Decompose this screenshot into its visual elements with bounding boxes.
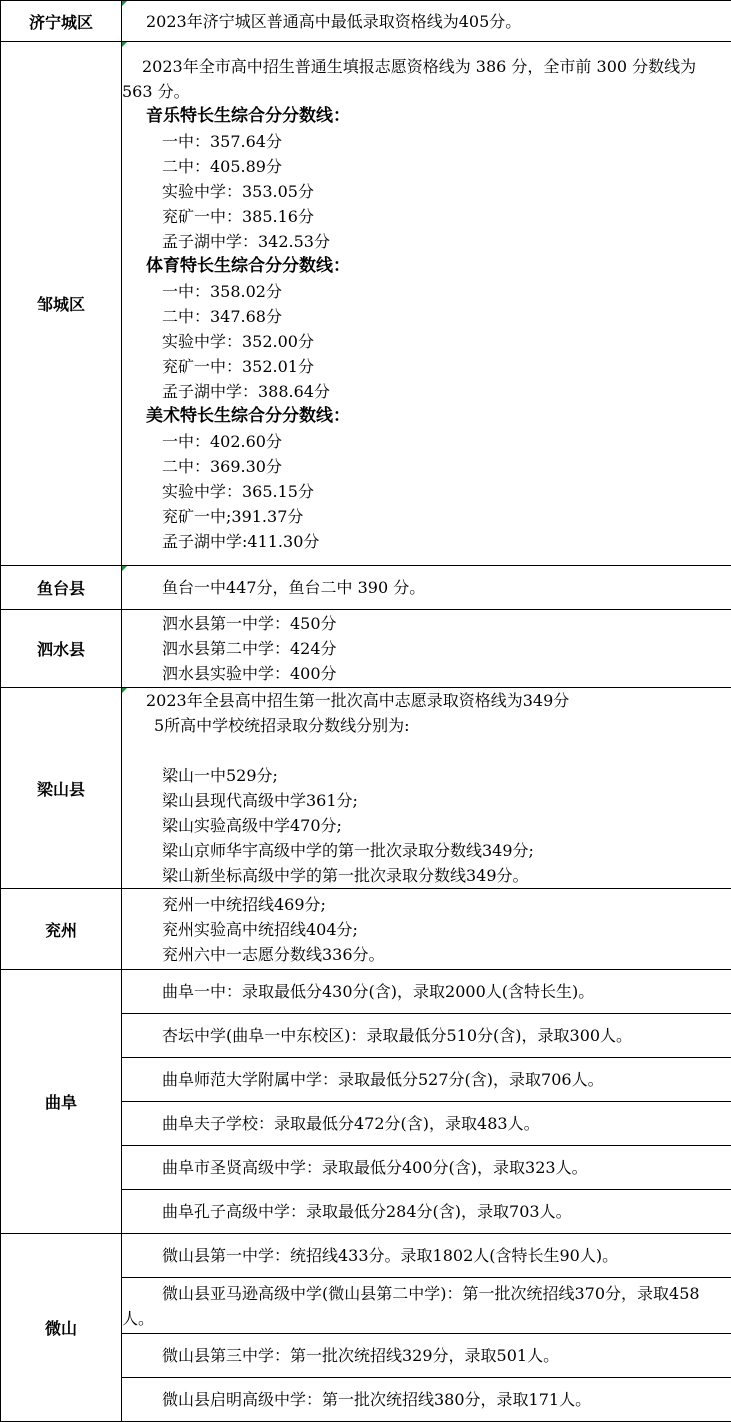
content-weishan bbox=[122, 1234, 731, 1278]
zoucheng-sports-item: 二中：347.68分 bbox=[122, 304, 731, 329]
content-zoucheng bbox=[122, 42, 731, 566]
content-weishan bbox=[122, 1278, 731, 1334]
weishan-item: 微山县第一中学：统招线433分。录取1802人(含特长生90人)。 bbox=[122, 1243, 731, 1268]
qufu-item: 曲阜孔子高级中学：录取最低分284分(含)，录取703人。 bbox=[122, 1199, 731, 1224]
content-weishan bbox=[122, 1334, 731, 1378]
content-qufu bbox=[122, 1190, 731, 1234]
liangshan-item: 梁山新坐标高级中学的第一批次录取分数线349分。 bbox=[122, 863, 731, 888]
zoucheng-sports-item: 孟子湖中学：388.64分 bbox=[122, 379, 731, 404]
content-qufu bbox=[122, 1102, 731, 1146]
zoucheng-music-item: 孟子湖中学：342.53分 bbox=[122, 229, 731, 254]
content-weishan bbox=[122, 1378, 731, 1422]
region-qufu: 曲阜 bbox=[1, 970, 122, 1234]
zoucheng-art-title: 美术特长生综合分分数线： bbox=[122, 404, 731, 429]
table-row-zoucheng bbox=[1, 42, 731, 566]
content-qufu bbox=[122, 970, 731, 1014]
qufu-item: 曲阜一中：录取最低分430分(含)，录取2000人(含特长生)。 bbox=[122, 979, 731, 1004]
zoucheng-sports-item: 实验中学：352.00分 bbox=[122, 329, 731, 354]
zoucheng-intro: 2023年全市高中招生普通生填报志愿资格线为 386 分，全市前 300 分数线为 563 分。 bbox=[122, 54, 731, 104]
liangshan-item: 梁山京师华宇高级中学的第一批次录取分数线349分; bbox=[122, 838, 731, 863]
region-zoucheng: 邹城区 bbox=[1, 42, 122, 566]
yanzhou-item: 兖州六中一志愿分数线336分。 bbox=[122, 942, 731, 967]
qufu-item: 曲阜夫子学校：录取最低分472分(含)，录取483人。 bbox=[122, 1111, 731, 1136]
content-jining bbox=[122, 1, 731, 42]
zoucheng-music-item: 兖矿一中：385.16分 bbox=[122, 204, 731, 229]
qufu-item: 杏坛中学(曲阜一中东校区)：录取最低分510分(含)，录取300人。 bbox=[122, 1023, 731, 1048]
table-row-sishui bbox=[1, 610, 731, 688]
zoucheng-music-title: 音乐特长生综合分分数线： bbox=[122, 104, 731, 129]
table-row-yanzhou bbox=[1, 889, 731, 970]
zoucheng-music-item: 二中：405.89分 bbox=[122, 154, 731, 179]
jining-text: 2023年济宁城区普通高中最低录取资格线为405分。 bbox=[122, 9, 731, 34]
table-row-jining bbox=[1, 1, 731, 42]
table-row-qufu bbox=[1, 970, 731, 1014]
yutai-text: 鱼台一中447分，鱼台二中 390 分。 bbox=[122, 575, 731, 600]
liangshan-item: 梁山县现代高级中学361分; bbox=[122, 788, 731, 813]
region-liangshan: 梁山县 bbox=[1, 688, 122, 889]
content-qufu bbox=[122, 1058, 731, 1102]
content-qufu bbox=[122, 1146, 731, 1190]
zoucheng-sports-item: 一中：358.02分 bbox=[122, 279, 731, 304]
liangshan-spacer bbox=[122, 738, 731, 763]
sishui-item: 泗水县第二中学：424分 bbox=[122, 636, 731, 661]
zoucheng-art-item: 实验中学：365.15分 bbox=[122, 479, 731, 504]
region-yanzhou: 兖州 bbox=[1, 889, 122, 970]
region-weishan: 微山 bbox=[1, 1234, 122, 1422]
zoucheng-sports-title: 体育特长生综合分分数线： bbox=[122, 254, 731, 279]
region-sishui: 泗水县 bbox=[1, 610, 122, 688]
table-row-liangshan bbox=[1, 688, 731, 889]
liangshan-line1: 2023年全县高中招生第一批次高中志愿录取资格线为349分 bbox=[122, 688, 731, 713]
liangshan-item: 梁山一中529分; bbox=[122, 763, 731, 788]
zoucheng-art-item: 一中：402.60分 bbox=[122, 429, 731, 454]
zoucheng-art-item: 孟子湖中学:411.30分 bbox=[122, 529, 731, 554]
yanzhou-item: 兖州实验高中统招线404分; bbox=[122, 917, 731, 942]
liangshan-line2: 5所高中学校统招录取分数线分别为: bbox=[122, 713, 731, 738]
weishan-item: 微山县第三中学：第一批次统招线329分，录取501人。 bbox=[122, 1343, 731, 1368]
sishui-item: 泗水县实验中学：400分 bbox=[122, 661, 731, 686]
weishan-item: 微山县亚马逊高级中学(微山县第二中学)：第一批次统招线370分，录取458人。 bbox=[122, 1281, 731, 1331]
table-row-weishan bbox=[1, 1234, 731, 1278]
zoucheng-music-item: 实验中学：353.05分 bbox=[122, 179, 731, 204]
region-yutai: 鱼台县 bbox=[1, 566, 122, 610]
weishan-item: 微山县启明高级中学：第一批次统招线380分，录取171人。 bbox=[122, 1387, 731, 1412]
zoucheng-art-item: 兖矿一中;391.37分 bbox=[122, 504, 731, 529]
liangshan-item: 梁山实验高级中学470分; bbox=[122, 813, 731, 838]
content-qufu bbox=[122, 1014, 731, 1058]
sishui-item: 泗水县第一中学：450分 bbox=[122, 611, 731, 636]
content-sishui bbox=[122, 610, 731, 688]
region-jining: 济宁城区 bbox=[1, 1, 122, 42]
content-liangshan bbox=[122, 688, 731, 889]
qufu-item: 曲阜市圣贤高级中学：录取最低分400分(含)，录取323人。 bbox=[122, 1155, 731, 1180]
zoucheng-sports-item: 兖矿一中：352.01分 bbox=[122, 354, 731, 379]
zoucheng-music-item: 一中：357.64分 bbox=[122, 129, 731, 154]
content-yutai bbox=[122, 566, 731, 610]
yanzhou-item: 兖州一中统招线469分; bbox=[122, 892, 731, 917]
qufu-item: 曲阜师范大学附属中学：录取最低分527分(含)，录取706人。 bbox=[122, 1067, 731, 1092]
table-row-yutai bbox=[1, 566, 731, 610]
zoucheng-art-item: 二中：369.30分 bbox=[122, 454, 731, 479]
content-yanzhou bbox=[122, 889, 731, 970]
